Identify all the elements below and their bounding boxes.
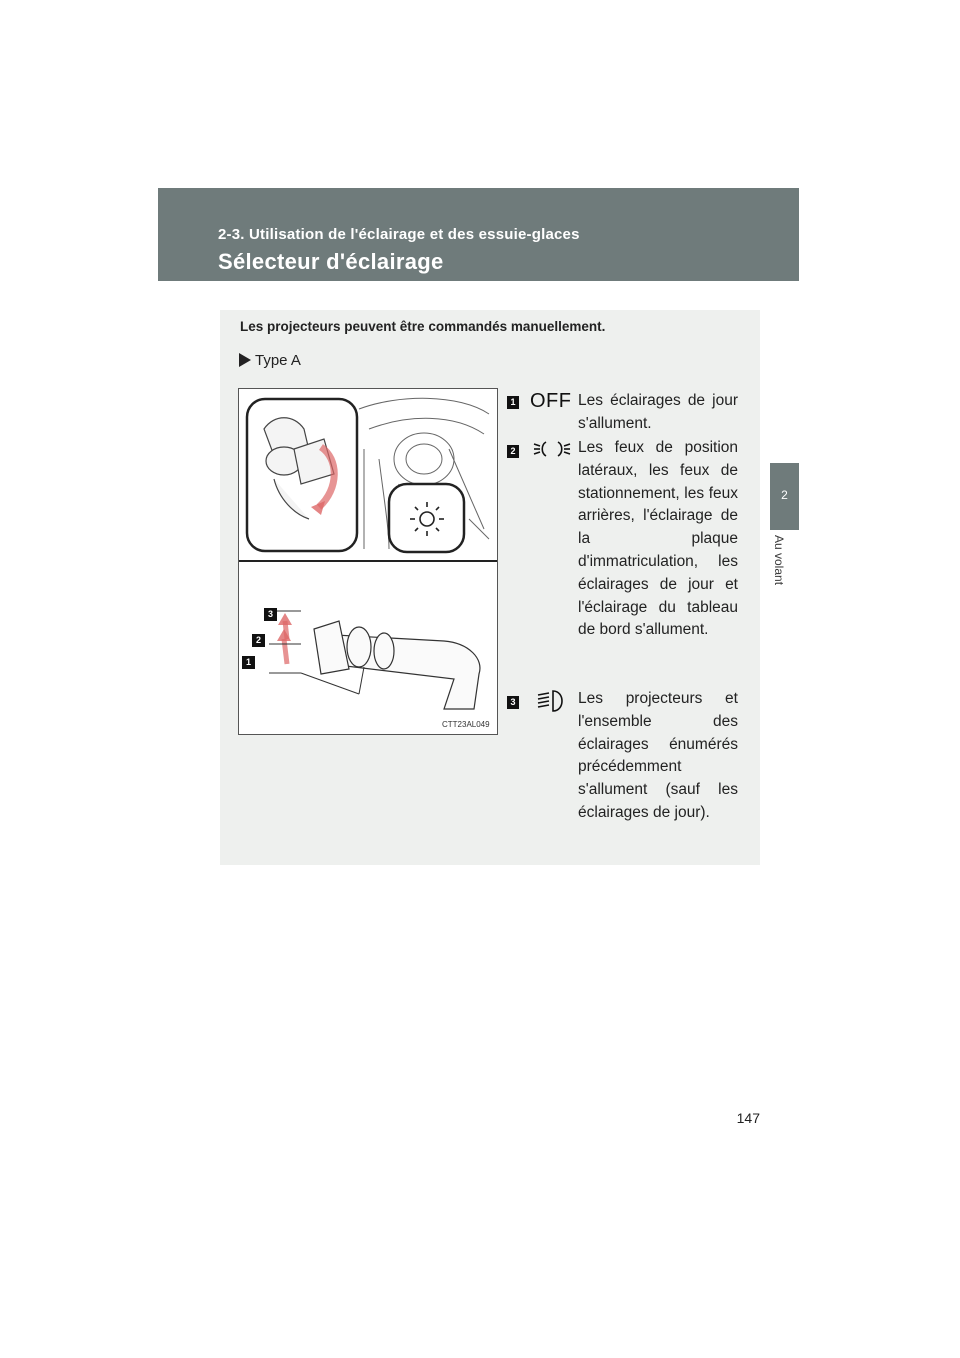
item-number: 2	[507, 445, 519, 458]
item-text: Les feux de position latéraux, les feux de stationnement, les feux arrières, l'éclairage de la plaque d'immatriculation, les éclairages de jour et l'éclairage du tableau de bord s'allument.	[578, 439, 738, 639]
type-heading	[239, 352, 301, 369]
triangle-icon	[239, 353, 251, 367]
illustration-badge: 1	[242, 656, 255, 669]
illustration-badge: 3	[264, 608, 277, 621]
headlight-icon	[535, 688, 571, 714]
item-text: Les éclairages de jour s'allument.	[578, 392, 738, 432]
side-light-icon	[532, 437, 572, 461]
illustration	[238, 388, 498, 735]
chapter-number: 2	[781, 488, 788, 502]
item-number: 3	[507, 696, 519, 709]
section-label: 2-3. Utilisation de l'éclairage et des essuie-glaces	[218, 226, 580, 243]
item-number: 1	[507, 396, 519, 409]
page-number: 147	[736, 1110, 760, 1126]
type-label: Type A	[255, 352, 301, 369]
intro-text: Les projecteurs peuvent être commandés manuellement.	[240, 319, 606, 334]
page-title: Sélecteur d'éclairage	[218, 249, 444, 274]
item-text: Les projecteurs et l'ensemble des éclairages énumérés précédemment s'allument (sauf les éclairages de jour).	[578, 690, 738, 821]
illustration-code: CTT23AL049	[442, 720, 490, 729]
chapter-side-label: Au volant	[772, 535, 786, 586]
off-icon: OFF	[530, 390, 572, 412]
illustration-badge: 2	[252, 634, 265, 647]
light-switch-illustration	[239, 389, 497, 734]
